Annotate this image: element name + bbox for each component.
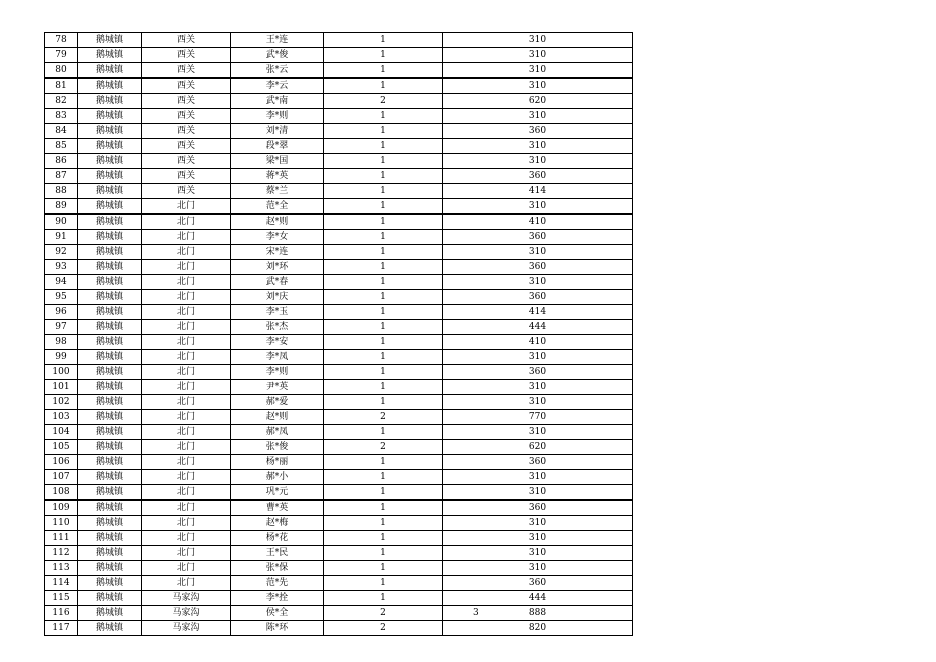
table-row: [45, 410, 633, 425]
town-cell: 鹅城镇: [78, 606, 142, 621]
name-cell: 刘*清: [231, 124, 324, 139]
row-number-cell: 89: [45, 199, 78, 215]
table-row: [45, 320, 633, 335]
row-number-cell: 113: [45, 561, 78, 576]
town-cell: 鹅城镇: [78, 546, 142, 561]
village-cell: 北门: [142, 425, 231, 440]
name-cell: 郝*凤: [231, 425, 324, 440]
table-row: [45, 124, 633, 139]
town-cell: 鹅城镇: [78, 410, 142, 425]
name-cell: 郝*爱: [231, 395, 324, 410]
table-row: [45, 455, 633, 470]
name-cell: 刘*庆: [231, 290, 324, 305]
amount-cell: 360: [443, 455, 633, 470]
village-cell: 北门: [142, 275, 231, 290]
row-number-cell: 87: [45, 169, 78, 184]
town-cell: 鹅城镇: [78, 245, 142, 260]
town-cell: 鹅城镇: [78, 260, 142, 275]
village-cell: 西关: [142, 94, 231, 109]
amount-cell: 620: [443, 94, 633, 109]
village-cell: 西关: [142, 139, 231, 154]
amount-cell: 310: [443, 350, 633, 365]
town-cell: 鹅城镇: [78, 184, 142, 199]
name-cell: 杨*花: [231, 531, 324, 546]
amount-cell: 310: [443, 199, 633, 215]
amount-cell: 360: [443, 290, 633, 305]
town-cell: 鹅城镇: [78, 33, 142, 48]
row-number-cell: 115: [45, 591, 78, 606]
amount-cell: 444: [443, 320, 633, 335]
village-cell: 西关: [142, 169, 231, 184]
count-cell: 1: [324, 546, 443, 561]
town-cell: 鹅城镇: [78, 169, 142, 184]
amount-cell: 310: [443, 33, 633, 48]
table-row: [45, 169, 633, 184]
count-cell: 1: [324, 48, 443, 63]
name-cell: 李*拴: [231, 591, 324, 606]
row-number-cell: 108: [45, 485, 78, 501]
amount-cell: 310: [443, 561, 633, 576]
village-cell: 西关: [142, 48, 231, 63]
town-cell: 鹅城镇: [78, 335, 142, 350]
row-number-cell: 94: [45, 275, 78, 290]
count-cell: 2: [324, 606, 443, 621]
row-number-cell: 98: [45, 335, 78, 350]
table-row: [45, 591, 633, 606]
amount-cell: 310: [443, 516, 633, 531]
row-number-cell: 91: [45, 230, 78, 245]
amount-cell: 360: [443, 500, 633, 516]
amount-cell: 310: [443, 63, 633, 79]
town-cell: 鹅城镇: [78, 380, 142, 395]
count-cell: 1: [324, 365, 443, 380]
row-number-cell: 78: [45, 33, 78, 48]
amount-cell: 414: [443, 305, 633, 320]
table-row: [45, 275, 633, 290]
row-number-cell: 102: [45, 395, 78, 410]
town-cell: 鹅城镇: [78, 500, 142, 516]
name-cell: 李*则: [231, 109, 324, 124]
town-cell: 鹅城镇: [78, 561, 142, 576]
count-cell: 1: [324, 350, 443, 365]
table-row: [45, 470, 633, 485]
name-cell: 赵*则: [231, 410, 324, 425]
village-cell: 北门: [142, 245, 231, 260]
village-cell: 北门: [142, 380, 231, 395]
name-cell: 段*翠: [231, 139, 324, 154]
village-cell: 北门: [142, 546, 231, 561]
town-cell: 鹅城镇: [78, 455, 142, 470]
table-row: [45, 365, 633, 380]
amount-cell: 310: [443, 48, 633, 63]
table-row: [45, 425, 633, 440]
row-number-cell: 95: [45, 290, 78, 305]
count-cell: 1: [324, 470, 443, 485]
amount-cell: 888 3: [443, 606, 633, 621]
amount-cell: 310: [443, 109, 633, 124]
name-cell: 刘*环: [231, 260, 324, 275]
name-cell: 杨*丽: [231, 455, 324, 470]
row-number-cell: 114: [45, 576, 78, 591]
town-cell: 鹅城镇: [78, 290, 142, 305]
count-cell: 1: [324, 245, 443, 260]
count-cell: 1: [324, 124, 443, 139]
village-cell: 北门: [142, 470, 231, 485]
table-row: [45, 260, 633, 275]
count-cell: 1: [324, 591, 443, 606]
amount-cell: 310: [443, 395, 633, 410]
village-cell: 北门: [142, 485, 231, 501]
row-number-cell: 117: [45, 621, 78, 636]
village-cell: 北门: [142, 335, 231, 350]
table-row: [45, 94, 633, 109]
table-row: [45, 516, 633, 531]
village-cell: 西关: [142, 78, 231, 94]
town-cell: 鹅城镇: [78, 591, 142, 606]
row-number-cell: 80: [45, 63, 78, 79]
amount-cell: 360: [443, 169, 633, 184]
table-row: [45, 606, 633, 621]
row-number-cell: 93: [45, 260, 78, 275]
name-cell: 王*连: [231, 33, 324, 48]
town-cell: 鹅城镇: [78, 470, 142, 485]
amount-cell: 310: [443, 470, 633, 485]
count-cell: 1: [324, 531, 443, 546]
village-cell: 北门: [142, 440, 231, 455]
amount-cell: 310: [443, 380, 633, 395]
village-cell: 北门: [142, 410, 231, 425]
table-row: [45, 380, 633, 395]
row-number-cell: 92: [45, 245, 78, 260]
town-cell: 鹅城镇: [78, 440, 142, 455]
amount-cell: 360: [443, 260, 633, 275]
table-row: [45, 139, 633, 154]
town-cell: 鹅城镇: [78, 109, 142, 124]
amount-cell: 410: [443, 335, 633, 350]
name-cell: 宋*连: [231, 245, 324, 260]
amount-cell: 414: [443, 184, 633, 199]
town-cell: 鹅城镇: [78, 275, 142, 290]
count-cell: 1: [324, 485, 443, 501]
row-number-cell: 106: [45, 455, 78, 470]
table-row: [45, 335, 633, 350]
town-cell: 鹅城镇: [78, 78, 142, 94]
beneficiary-table: [44, 32, 633, 636]
name-cell: 李*云: [231, 78, 324, 94]
amount-cell: 360: [443, 230, 633, 245]
village-cell: 北门: [142, 455, 231, 470]
count-cell: 1: [324, 395, 443, 410]
name-cell: 范*全: [231, 199, 324, 215]
town-cell: 鹅城镇: [78, 320, 142, 335]
table-row: [45, 485, 633, 501]
name-cell: 张*保: [231, 561, 324, 576]
amount-cell: 310: [443, 425, 633, 440]
row-number-cell: 84: [45, 124, 78, 139]
name-cell: 武*俊: [231, 48, 324, 63]
village-cell: 西关: [142, 63, 231, 79]
amount-cell: 310: [443, 485, 633, 501]
count-cell: 2: [324, 440, 443, 455]
row-number-cell: 90: [45, 214, 78, 230]
table-row: [45, 154, 633, 169]
town-cell: 鹅城镇: [78, 425, 142, 440]
town-cell: 鹅城镇: [78, 365, 142, 380]
count-cell: 1: [324, 63, 443, 79]
town-cell: 鹅城镇: [78, 305, 142, 320]
name-cell: 蔡*兰: [231, 184, 324, 199]
row-number-cell: 82: [45, 94, 78, 109]
count-cell: 1: [324, 139, 443, 154]
amount-cell: 310: [443, 139, 633, 154]
table-row: [45, 531, 633, 546]
amount-cell: 410: [443, 214, 633, 230]
table-row: [45, 245, 633, 260]
count-cell: 1: [324, 260, 443, 275]
amount-cell: 360: [443, 124, 633, 139]
village-cell: 北门: [142, 561, 231, 576]
village-cell: 北门: [142, 365, 231, 380]
count-cell: 1: [324, 335, 443, 350]
village-cell: 北门: [142, 230, 231, 245]
row-number-cell: 104: [45, 425, 78, 440]
amount-cell: 310: [443, 154, 633, 169]
name-cell: 李*玉: [231, 305, 324, 320]
count-cell: 1: [324, 169, 443, 184]
count-cell: 1: [324, 455, 443, 470]
count-cell: 1: [324, 561, 443, 576]
table-row: [45, 184, 633, 199]
name-cell: 张*杰: [231, 320, 324, 335]
town-cell: 鹅城镇: [78, 139, 142, 154]
table-row: [45, 395, 633, 410]
amount-cell: 310: [443, 275, 633, 290]
village-cell: 北门: [142, 576, 231, 591]
name-cell: 赵*则: [231, 214, 324, 230]
table-row: [45, 621, 633, 636]
table-row: [45, 230, 633, 245]
amount-cell: 310: [443, 78, 633, 94]
town-cell: 鹅城镇: [78, 124, 142, 139]
village-cell: 西关: [142, 154, 231, 169]
village-cell: 马家沟: [142, 606, 231, 621]
town-cell: 鹅城镇: [78, 531, 142, 546]
count-cell: 1: [324, 576, 443, 591]
amount-cell: 310: [443, 245, 633, 260]
row-number-cell: 99: [45, 350, 78, 365]
count-cell: 1: [324, 275, 443, 290]
count-cell: 1: [324, 516, 443, 531]
village-cell: 北门: [142, 516, 231, 531]
name-cell: 陈*环: [231, 621, 324, 636]
village-cell: 北门: [142, 395, 231, 410]
village-cell: 北门: [142, 320, 231, 335]
amount-cell: 310: [443, 546, 633, 561]
amount-cell: 360: [443, 365, 633, 380]
row-number-cell: 86: [45, 154, 78, 169]
table-row: [45, 546, 633, 561]
table-row: [45, 576, 633, 591]
count-cell: 2: [324, 410, 443, 425]
table-row: [45, 33, 633, 48]
table-row: [45, 440, 633, 455]
name-cell: 曹*英: [231, 500, 324, 516]
row-number-cell: 79: [45, 48, 78, 63]
table-row: [45, 500, 633, 516]
table-body: [45, 33, 633, 636]
count-cell: 1: [324, 425, 443, 440]
count-cell: 1: [324, 199, 443, 215]
amount-cell: 310: [443, 531, 633, 546]
town-cell: 鹅城镇: [78, 621, 142, 636]
table-row: [45, 78, 633, 94]
town-cell: 鹅城镇: [78, 214, 142, 230]
name-cell: 张*云: [231, 63, 324, 79]
count-cell: 2: [324, 621, 443, 636]
village-cell: 北门: [142, 214, 231, 230]
table-row: [45, 561, 633, 576]
name-cell: 郝*小: [231, 470, 324, 485]
count-cell: 1: [324, 230, 443, 245]
row-number-cell: 112: [45, 546, 78, 561]
count-cell: 1: [324, 320, 443, 335]
amount-cell: 820: [443, 621, 633, 636]
name-cell: 赵*梅: [231, 516, 324, 531]
count-cell: 1: [324, 305, 443, 320]
amount-cell: 770: [443, 410, 633, 425]
amount-cell: 360: [443, 576, 633, 591]
name-cell: 巩*元: [231, 485, 324, 501]
name-cell: 李*则: [231, 365, 324, 380]
town-cell: 鹅城镇: [78, 516, 142, 531]
name-cell: 侯*全: [231, 606, 324, 621]
row-number-cell: 96: [45, 305, 78, 320]
count-cell: 1: [324, 290, 443, 305]
village-cell: 西关: [142, 124, 231, 139]
village-cell: 北门: [142, 199, 231, 215]
village-cell: 北门: [142, 500, 231, 516]
name-cell: 李*女: [231, 230, 324, 245]
town-cell: 鹅城镇: [78, 94, 142, 109]
name-cell: 梁*国: [231, 154, 324, 169]
town-cell: 鹅城镇: [78, 395, 142, 410]
count-cell: 1: [324, 109, 443, 124]
name-cell: 蒋*英: [231, 169, 324, 184]
village-cell: 马家沟: [142, 591, 231, 606]
village-cell: 北门: [142, 531, 231, 546]
count-cell: 1: [324, 33, 443, 48]
count-cell: 1: [324, 380, 443, 395]
row-number-cell: 107: [45, 470, 78, 485]
village-cell: 西关: [142, 184, 231, 199]
row-number-cell: 81: [45, 78, 78, 94]
town-cell: 鹅城镇: [78, 576, 142, 591]
row-number-cell: 116: [45, 606, 78, 621]
village-cell: 西关: [142, 109, 231, 124]
row-number-cell: 100: [45, 365, 78, 380]
row-number-cell: 103: [45, 410, 78, 425]
count-cell: 1: [324, 154, 443, 169]
name-cell: 武*春: [231, 275, 324, 290]
row-number-cell: 111: [45, 531, 78, 546]
count-cell: 1: [324, 78, 443, 94]
village-cell: 马家沟: [142, 621, 231, 636]
count-cell: 1: [324, 214, 443, 230]
name-cell: 尹*英: [231, 380, 324, 395]
row-number-cell: 83: [45, 109, 78, 124]
extra-value: 3: [473, 608, 479, 618]
row-number-cell: 110: [45, 516, 78, 531]
amount-cell: 444: [443, 591, 633, 606]
name-cell: 张*俊: [231, 440, 324, 455]
count-cell: 1: [324, 500, 443, 516]
village-cell: 西关: [142, 33, 231, 48]
table-row: [45, 214, 633, 230]
count-cell: 1: [324, 184, 443, 199]
name-cell: 王*民: [231, 546, 324, 561]
table-row: [45, 305, 633, 320]
town-cell: 鹅城镇: [78, 199, 142, 215]
town-cell: 鹅城镇: [78, 154, 142, 169]
row-number-cell: 88: [45, 184, 78, 199]
town-cell: 鹅城镇: [78, 485, 142, 501]
row-number-cell: 109: [45, 500, 78, 516]
name-cell: 范*先: [231, 576, 324, 591]
amount-cell: 620: [443, 440, 633, 455]
row-number-cell: 97: [45, 320, 78, 335]
table-row: [45, 350, 633, 365]
count-cell: 2: [324, 94, 443, 109]
name-cell: 李*安: [231, 335, 324, 350]
village-cell: 北门: [142, 260, 231, 275]
name-cell: 武*南: [231, 94, 324, 109]
table-row: [45, 63, 633, 79]
table-row: [45, 290, 633, 305]
town-cell: 鹅城镇: [78, 230, 142, 245]
town-cell: 鹅城镇: [78, 350, 142, 365]
town-cell: 鹅城镇: [78, 63, 142, 79]
village-cell: 北门: [142, 290, 231, 305]
table-row: [45, 199, 633, 215]
row-number-cell: 101: [45, 380, 78, 395]
village-cell: 北门: [142, 305, 231, 320]
table-row: [45, 109, 633, 124]
village-cell: 北门: [142, 350, 231, 365]
table-row: [45, 48, 633, 63]
name-cell: 李*凤: [231, 350, 324, 365]
row-number-cell: 105: [45, 440, 78, 455]
town-cell: 鹅城镇: [78, 48, 142, 63]
row-number-cell: 85: [45, 139, 78, 154]
